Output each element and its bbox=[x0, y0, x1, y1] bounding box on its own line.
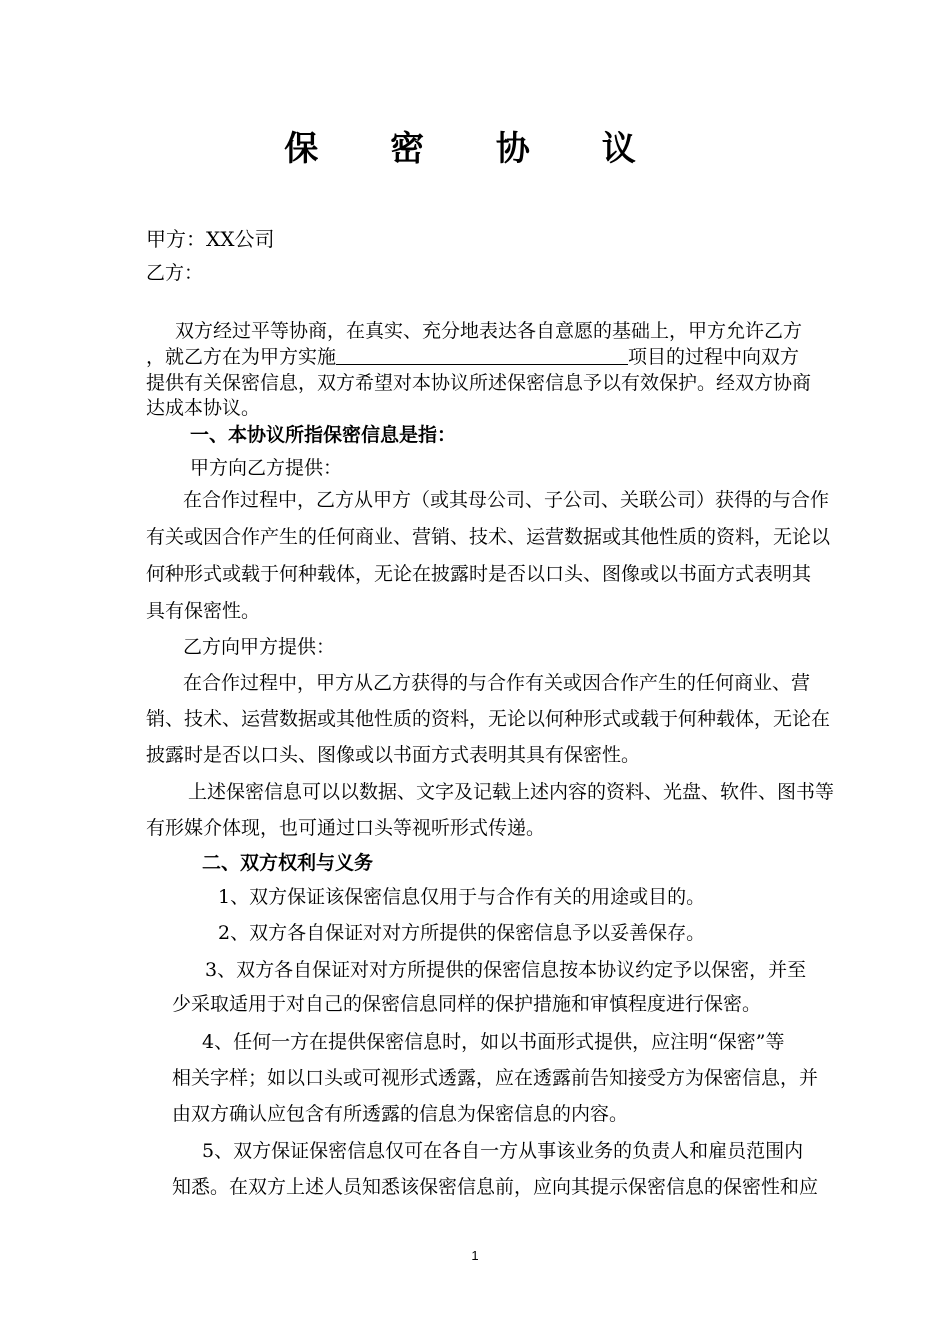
obligation-item-1: 1、双方保证该保密信息仅用于与合作有关的用途或目的。 bbox=[218, 886, 706, 908]
document-title: 保 密 协 议 bbox=[284, 129, 666, 169]
intro-line-2-end: 项目的过程中向双方 bbox=[628, 346, 800, 368]
page-number: 1 bbox=[471, 1248, 479, 1263]
a-to-b-line-4: 具有保密性。 bbox=[146, 600, 261, 622]
b-to-a-line-3: 披露时是否以口头、图像或以书面方式表明其具有保密性。 bbox=[146, 744, 641, 766]
section-2-heading: 二、双方权利与义务 bbox=[202, 852, 374, 874]
media-line-2: 有形媒介体现，也可通过口头等视听形式传递。 bbox=[146, 817, 546, 839]
obligation-item-2: 2、双方各自保证对对方所提供的保密信息予以妥善保存。 bbox=[218, 922, 706, 944]
section-1-heading: 一、本协议所指保密信息是指： bbox=[190, 424, 457, 446]
intro-line-2 bbox=[146, 344, 799, 370]
intro-line-3: 提供有关保密信息，双方希望对本协议所述保密信息予以有效保护。经双方协商 bbox=[146, 372, 812, 394]
party-a: 甲方：XX公司 bbox=[146, 227, 275, 251]
obligation-item-3-line-1: 3、双方各自保证对对方所提供的保密信息按本协议约定予以保密，并至 bbox=[205, 959, 807, 981]
intro-line-2-start: ，就乙方在为甲方实施 bbox=[146, 346, 337, 368]
b-to-a-line-1: 在合作过程中，甲方从乙方获得的与合作有关或因合作产生的任何商业、营 bbox=[183, 672, 811, 694]
obligation-item-4-line-1: 4、任何一方在提供保密信息时，如以书面形式提供，应注明“保密”等 bbox=[202, 1031, 785, 1053]
obligation-item-4-line-3: 由双方确认应包含有所透露的信息为保密信息的内容。 bbox=[172, 1103, 629, 1125]
party-b: 乙方： bbox=[146, 262, 204, 284]
a-to-b-label: 甲方向乙方提供： bbox=[190, 457, 343, 479]
obligation-item-4-line-2: 相关字样；如以口头或可视形式透露，应在透露前告知接受方为保密信息，并 bbox=[172, 1067, 819, 1089]
a-to-b-line-2: 有关或因合作产生的任何商业、营销、技术、运营数据或其他性质的资料，无论以 bbox=[146, 526, 831, 548]
obligation-item-5-line-2: 知悉。在双方上述人员知悉该保密信息前，应向其提示保密信息的保密性和应 bbox=[172, 1176, 819, 1198]
a-to-b-line-1: 在合作过程中，乙方从甲方（或其母公司、子公司、关联公司）获得的与合作 bbox=[183, 489, 830, 511]
project-name-blank bbox=[336, 344, 628, 365]
b-to-a-label: 乙方向甲方提供： bbox=[183, 636, 336, 658]
intro-line-1: 双方经过平等协商，在真实、充分地表达各自意愿的基础上，甲方允许乙方 bbox=[175, 320, 803, 342]
media-line-1: 上述保密信息可以以数据、文字及记载上述内容的资料、光盘、软件、图书等 bbox=[188, 781, 835, 803]
intro-line-4: 达成本协议。 bbox=[146, 397, 261, 419]
a-to-b-line-3: 何种形式或载于何种载体，无论在披露时是否以口头、图像或以书面方式表明其 bbox=[146, 563, 812, 585]
obligation-item-5-line-1: 5、双方保证保密信息仅可在各自一方从事该业务的负责人和雇员范围内 bbox=[202, 1140, 804, 1162]
obligation-item-3-line-2: 少采取适用于对自己的保密信息同样的保护措施和审慎程度进行保密。 bbox=[172, 993, 762, 1015]
b-to-a-line-2: 销、技术、运营数据或其他性质的资料，无论以何种形式或载于何种载体，无论在 bbox=[146, 708, 831, 730]
